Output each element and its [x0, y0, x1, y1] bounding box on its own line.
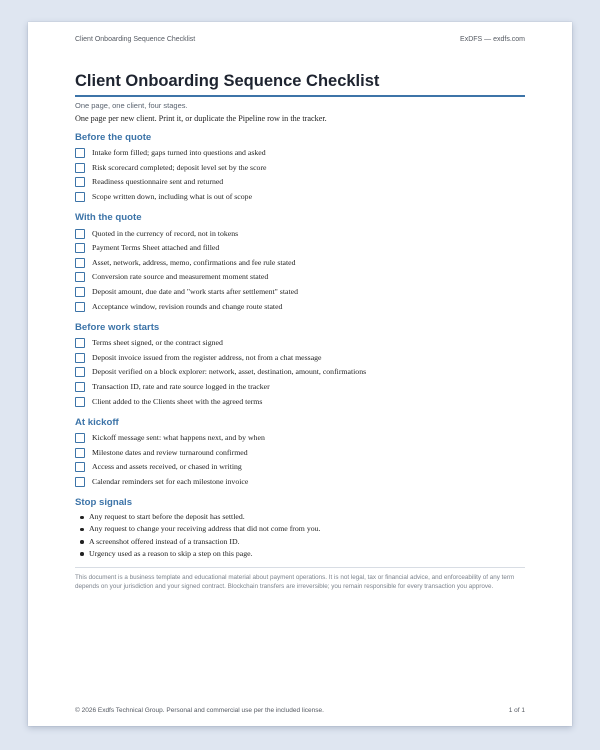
- page-subtitle: One page, one client, four stages.: [75, 101, 188, 110]
- list-item-text: Any request to change your receiving address that did not come from you.: [89, 524, 321, 534]
- list-item-text: A screenshot offered instead of a transaction ID.: [89, 536, 240, 546]
- page-number: 1 of 1: [508, 707, 525, 714]
- checklist-item[interactable]: [75, 446, 525, 461]
- checklist-item[interactable]: [75, 146, 525, 161]
- checkbox[interactable]: [75, 338, 85, 348]
- running-footer: [75, 707, 525, 714]
- checklist-item-label: Calendar reminders set for each milestone invoice: [92, 476, 249, 486]
- checklist-item-label: Quoted in the currency of record, not in tokens: [92, 228, 239, 238]
- checklist-item-label: Deposit verified on a block explorer: network, asset, destination, amount, confirmations: [92, 367, 367, 377]
- bullet-icon: [80, 528, 84, 532]
- checkbox[interactable]: [75, 462, 85, 472]
- list-item: [89, 536, 525, 548]
- title-divider: [75, 95, 525, 97]
- section-before-work-starts: [75, 322, 525, 409]
- section-before-the-quote: [75, 132, 525, 204]
- checkbox[interactable]: [75, 397, 85, 407]
- list-item: [89, 511, 525, 523]
- checkbox[interactable]: [75, 382, 85, 392]
- checklist-item[interactable]: [75, 460, 525, 475]
- checklist-item[interactable]: [75, 175, 525, 190]
- list-item: [89, 548, 525, 560]
- checkbox[interactable]: [75, 448, 85, 458]
- checklist-item-label: Milestone dates and review turnaround confirmed: [92, 447, 248, 457]
- checklist-item[interactable]: [75, 226, 525, 241]
- section-stop-signals: [75, 497, 525, 560]
- checklist-item-label: Terms sheet signed, or the contract signed: [92, 338, 223, 348]
- checkbox[interactable]: [75, 353, 85, 363]
- checklist-item[interactable]: [75, 270, 525, 285]
- checklist-item[interactable]: [75, 475, 525, 490]
- checkbox[interactable]: [75, 367, 85, 377]
- section-heading: At kickoff: [75, 416, 119, 428]
- checklist-item[interactable]: [75, 351, 525, 366]
- checkbox[interactable]: [75, 243, 85, 253]
- checklist-item[interactable]: [75, 380, 525, 395]
- checklist-item[interactable]: [75, 190, 525, 205]
- page-title: Client Onboarding Sequence Checklist: [75, 72, 380, 90]
- checklist-item-label: Acceptance window, revision rounds and change route stated: [92, 301, 283, 311]
- checklist-item-label: Kickoff message sent: what happens next, and by when: [92, 433, 265, 443]
- checkbox[interactable]: [75, 163, 85, 173]
- footer-copyright: © 2026 Exdfs Technical Group. Personal and commercial use per the included license.: [75, 707, 324, 714]
- checkbox[interactable]: [75, 229, 85, 239]
- checklist-item-label: Conversion rate source and measurement moment stated: [92, 272, 269, 282]
- checkbox[interactable]: [75, 287, 85, 297]
- checklist-item[interactable]: [75, 365, 525, 380]
- checklist-item-label: Payment Terms Sheet attached and filled: [92, 243, 220, 253]
- checklist-item[interactable]: [75, 285, 525, 300]
- header-title: Client Onboarding Sequence Checklist: [75, 36, 196, 43]
- checkbox[interactable]: [75, 433, 85, 443]
- header-site: ExDFS — exdfs.com: [460, 36, 525, 43]
- checkbox[interactable]: [75, 148, 85, 158]
- running-header: [75, 36, 525, 43]
- checklist-item[interactable]: [75, 299, 525, 314]
- bullet-icon: [80, 552, 84, 556]
- checkbox[interactable]: [75, 477, 85, 487]
- checklist-item[interactable]: [75, 241, 525, 256]
- checklist-item-label: Asset, network, address, memo, confirmations and fee rule stated: [92, 257, 296, 267]
- list-item: [89, 523, 525, 535]
- checklist-item[interactable]: [75, 431, 525, 446]
- checkbox[interactable]: [75, 258, 85, 268]
- list-item-text: Urgency used as a reason to skip a step on this page.: [89, 548, 253, 558]
- checklist-item-label: Deposit invoice issued from the register address, not from a chat message: [92, 352, 322, 362]
- disclaimer-text: This document is a business template and educational material about payment operations. It is not legal, tax or financial advice, and enforceability of any term depends on your jurisdiction and your signed contract. Blockchain transfers are irreversible; you remain responsible for every transaction you approve.: [75, 574, 515, 591]
- section-at-kickoff: [75, 417, 525, 489]
- document-page: [28, 22, 572, 726]
- section-with-the-quote: [75, 212, 525, 314]
- checklist-item-label: Scope written down, including what is out of scope: [92, 192, 253, 202]
- checkbox[interactable]: [75, 192, 85, 202]
- disclaimer-divider: [75, 567, 525, 568]
- checklist-item[interactable]: [75, 394, 525, 409]
- bullet-icon: [80, 516, 84, 520]
- section-heading: Before work starts: [75, 321, 160, 333]
- section-heading: Before the quote: [75, 132, 152, 143]
- stop-signals-list: [75, 511, 525, 560]
- checklist-item[interactable]: [75, 161, 525, 176]
- checkbox[interactable]: [75, 302, 85, 312]
- bullet-icon: [80, 540, 84, 544]
- checklist-item-label: Readiness questionnaire sent and returned: [92, 177, 224, 187]
- checklist-item-label: Access and assets received, or chased in writing: [92, 462, 242, 472]
- checkbox[interactable]: [75, 272, 85, 282]
- checklist-item-label: Deposit amount, due date and "work starts after settlement" stated: [92, 287, 298, 297]
- checklist-item-label: Intake form filled; gaps turned into questions and asked: [92, 148, 266, 158]
- intro-text: One page per new client. Print it, or duplicate the Pipeline row in the tracker.: [75, 114, 327, 123]
- page-content: [75, 72, 525, 592]
- section-heading: With the quote: [75, 212, 142, 224]
- section-heading: Stop signals: [75, 497, 133, 509]
- checkbox[interactable]: [75, 177, 85, 187]
- checklist-item-label: Transaction ID, rate and rate source logged in the tracker: [92, 382, 270, 392]
- checklist-item-label: Risk scorecard completed; deposit level set by the score: [92, 162, 267, 172]
- checklist-item[interactable]: [75, 336, 525, 351]
- list-item-text: Any request to start before the deposit has settled.: [89, 512, 245, 522]
- checklist-item-label: Client added to the Clients sheet with the agreed terms: [92, 396, 263, 406]
- checklist-item[interactable]: [75, 256, 525, 271]
